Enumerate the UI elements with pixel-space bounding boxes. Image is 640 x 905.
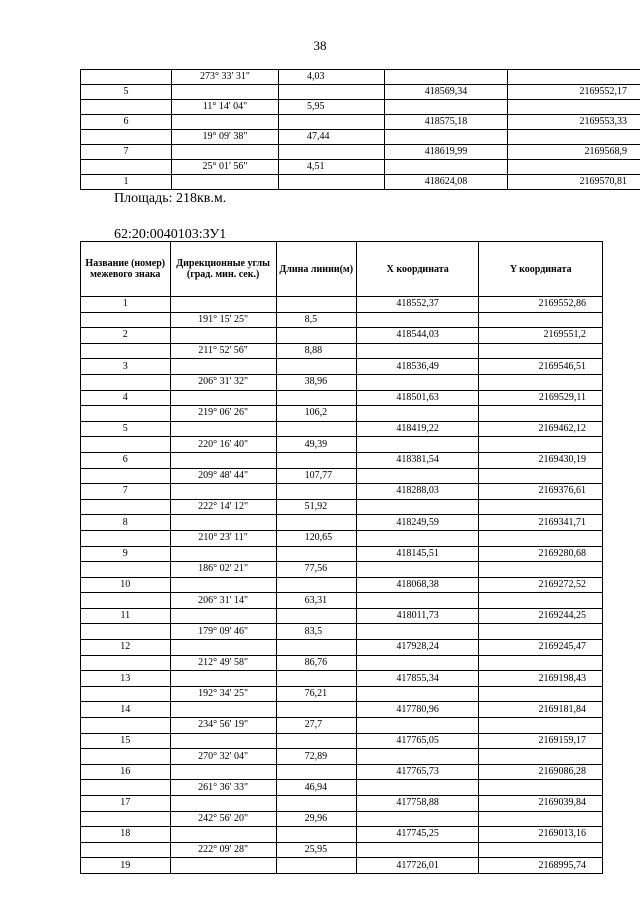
cell-x: 417780,96 xyxy=(356,702,479,718)
cell-length xyxy=(276,328,356,344)
cell-y: 2169280,68 xyxy=(479,546,603,562)
cell-x xyxy=(356,374,479,390)
cell-x xyxy=(356,842,479,858)
cell-angle: 19° 09' 38" xyxy=(172,130,279,145)
table-row xyxy=(81,343,603,359)
cell-x xyxy=(356,624,479,640)
cell-y xyxy=(508,100,640,115)
cell-angle: 11° 14' 04" xyxy=(172,100,279,115)
cell-y xyxy=(479,437,603,453)
cell-x: 417765,73 xyxy=(356,764,479,780)
table-row xyxy=(81,421,603,437)
table-row xyxy=(81,842,603,858)
cell-y xyxy=(479,811,603,827)
cell-x: 418381,54 xyxy=(356,452,479,468)
cell-length xyxy=(276,452,356,468)
cell-x: 418544,03 xyxy=(356,328,479,344)
cell-y: 2169570,81 xyxy=(508,175,640,190)
cell-name xyxy=(81,530,171,546)
page-number: 38 xyxy=(313,38,327,53)
cell-length xyxy=(276,733,356,749)
cell-x xyxy=(385,130,508,145)
cell-name: 3 xyxy=(81,359,171,375)
cell-name xyxy=(81,624,171,640)
cell-x xyxy=(356,593,479,609)
cell-length: 51,92 xyxy=(276,499,356,515)
cell-angle: 191° 15' 25" xyxy=(170,312,276,328)
cell-angle: 219° 06' 26" xyxy=(170,406,276,422)
cell-y xyxy=(479,686,603,702)
cell-y: 2168995,74 xyxy=(479,858,603,874)
table-row xyxy=(81,359,603,375)
cell-angle: 270° 32' 04" xyxy=(170,749,276,765)
cell-angle xyxy=(170,359,276,375)
cell-name xyxy=(81,811,171,827)
cell-angle xyxy=(170,827,276,843)
cell-x xyxy=(356,562,479,578)
cell-name xyxy=(81,406,171,422)
table-row xyxy=(81,780,603,796)
cell-length xyxy=(276,608,356,624)
cell-x xyxy=(356,343,479,359)
table-row xyxy=(81,297,603,313)
cell-name: 10 xyxy=(81,577,171,593)
cell-x xyxy=(356,437,479,453)
cell-x xyxy=(385,70,508,85)
cell-length: 120,65 xyxy=(276,530,356,546)
cell-y xyxy=(479,406,603,422)
table-row xyxy=(81,733,603,749)
cell-angle: 192° 34' 25" xyxy=(170,686,276,702)
table-row xyxy=(81,175,640,190)
table-row xyxy=(81,515,603,531)
cell-y: 2169376,61 xyxy=(479,484,603,500)
cell-length xyxy=(279,85,385,100)
cell-angle: 242° 56' 20" xyxy=(170,811,276,827)
cell-angle: 222° 09' 28" xyxy=(170,842,276,858)
cell-length: 5,95 xyxy=(279,100,385,115)
cell-length: 72,89 xyxy=(276,749,356,765)
cell-y: 2169551,2 xyxy=(479,328,603,344)
cell-x xyxy=(356,468,479,484)
cell-name xyxy=(81,593,171,609)
cell-x: 417726,01 xyxy=(356,858,479,874)
cell-angle xyxy=(170,640,276,656)
table-row xyxy=(81,160,640,175)
cell-y xyxy=(508,160,640,175)
cell-name: 14 xyxy=(81,702,171,718)
cell-length: 86,76 xyxy=(276,655,356,671)
cell-y: 2169430,19 xyxy=(479,452,603,468)
cell-name: 11 xyxy=(81,608,171,624)
cell-length xyxy=(276,827,356,843)
table-row xyxy=(81,640,603,656)
cell-angle xyxy=(170,484,276,500)
table-row xyxy=(81,858,603,874)
cell-y xyxy=(479,312,603,328)
cell-name: 5 xyxy=(81,85,172,100)
cell-angle xyxy=(170,702,276,718)
cell-y xyxy=(479,655,603,671)
cell-y: 2169341,71 xyxy=(479,515,603,531)
cell-name: 1 xyxy=(81,175,172,190)
cell-angle: 210° 23' 11" xyxy=(170,530,276,546)
cell-length: 29,96 xyxy=(276,811,356,827)
cell-angle xyxy=(170,421,276,437)
cell-name xyxy=(81,562,171,578)
header-angle: Дирекционные углы (град. мин. сек.) xyxy=(170,242,276,297)
table-row xyxy=(81,115,640,130)
cell-length: 4,51 xyxy=(279,160,385,175)
table-row xyxy=(81,328,603,344)
cell-y: 2169552,17 xyxy=(508,85,640,100)
cell-y xyxy=(479,780,603,796)
cell-x: 417765,05 xyxy=(356,733,479,749)
table-row xyxy=(81,468,603,484)
cell-length xyxy=(276,577,356,593)
cell-angle xyxy=(170,390,276,406)
header-x: X координата xyxy=(356,242,479,297)
cell-x xyxy=(356,406,479,422)
cell-length xyxy=(276,796,356,812)
cell-angle xyxy=(172,115,279,130)
cell-angle xyxy=(170,608,276,624)
cell-angle: 25° 01' 56" xyxy=(172,160,279,175)
table-row xyxy=(81,749,603,765)
cell-length: 76,21 xyxy=(276,686,356,702)
cell-length: 8,88 xyxy=(276,343,356,359)
table-row xyxy=(81,499,603,515)
cell-name xyxy=(81,499,171,515)
table-row xyxy=(81,702,603,718)
cell-name xyxy=(81,312,171,328)
cell-x: 418288,03 xyxy=(356,484,479,500)
cell-angle: 261° 36' 33" xyxy=(170,780,276,796)
cell-angle: 220° 16' 40" xyxy=(170,437,276,453)
cell-angle xyxy=(172,145,279,160)
cell-y: 2169086,28 xyxy=(479,764,603,780)
table-row xyxy=(81,312,603,328)
cell-x xyxy=(356,312,479,328)
cell-name: 9 xyxy=(81,546,171,562)
cell-length: 4,03 xyxy=(279,70,385,85)
cell-length xyxy=(276,297,356,313)
cell-x: 418068,38 xyxy=(356,577,479,593)
table-row xyxy=(81,827,603,843)
cell-x xyxy=(356,686,479,702)
cell-angle xyxy=(170,764,276,780)
parcel-id: 62:20:0040103:ЗУ1 xyxy=(114,227,227,242)
cell-length: 25,95 xyxy=(276,842,356,858)
cell-x xyxy=(356,499,479,515)
cell-y xyxy=(479,842,603,858)
table-row xyxy=(81,671,603,687)
cell-x: 418552,37 xyxy=(356,297,479,313)
table-row xyxy=(81,530,603,546)
cell-name xyxy=(81,130,172,145)
table-row xyxy=(81,374,603,390)
cell-name xyxy=(81,686,171,702)
cell-name: 2 xyxy=(81,328,171,344)
cell-y xyxy=(508,130,640,145)
cell-y xyxy=(508,70,640,85)
cell-name: 7 xyxy=(81,145,172,160)
cell-angle xyxy=(170,733,276,749)
table-row xyxy=(81,624,603,640)
cell-angle: 222° 14' 12" xyxy=(170,499,276,515)
cell-x: 417745,25 xyxy=(356,827,479,843)
cell-angle: 179° 09' 46" xyxy=(170,624,276,640)
table-row xyxy=(81,145,640,160)
cell-length xyxy=(276,515,356,531)
cell-x xyxy=(385,100,508,115)
cell-name xyxy=(81,100,172,115)
cell-y: 2169039,84 xyxy=(479,796,603,812)
cell-name: 15 xyxy=(81,733,171,749)
table-row xyxy=(81,546,603,562)
cell-length: 107,77 xyxy=(276,468,356,484)
cell-length: 83,5 xyxy=(276,624,356,640)
cell-name: 5 xyxy=(81,421,171,437)
cell-y xyxy=(479,499,603,515)
cell-angle: 206° 31' 32" xyxy=(170,374,276,390)
cell-name: 17 xyxy=(81,796,171,812)
cell-x: 417758,88 xyxy=(356,796,479,812)
cell-length: 27,7 xyxy=(276,718,356,734)
coordinates-table-continued xyxy=(80,69,640,190)
cell-y xyxy=(479,593,603,609)
table-row xyxy=(81,390,603,406)
cell-length: 38,96 xyxy=(276,374,356,390)
cell-length: 63,31 xyxy=(276,593,356,609)
cell-name xyxy=(81,437,171,453)
table-row xyxy=(81,608,603,624)
cell-y: 2169244,25 xyxy=(479,608,603,624)
cell-length xyxy=(276,421,356,437)
table-row xyxy=(81,562,603,578)
cell-y xyxy=(479,468,603,484)
cell-length: 8,5 xyxy=(276,312,356,328)
cell-x: 418624,08 xyxy=(385,175,508,190)
cell-name: 1 xyxy=(81,297,171,313)
cell-angle: 212° 49' 58" xyxy=(170,655,276,671)
table-row xyxy=(81,85,640,100)
cell-x xyxy=(356,530,479,546)
table-row xyxy=(81,577,603,593)
cell-length xyxy=(276,858,356,874)
header-name: Название (номер) межевого знака xyxy=(81,242,171,297)
cell-x: 418249,59 xyxy=(356,515,479,531)
table-row xyxy=(81,130,640,145)
cell-length xyxy=(276,702,356,718)
cell-angle xyxy=(172,85,279,100)
cell-name: 16 xyxy=(81,764,171,780)
cell-name xyxy=(81,160,172,175)
cell-y: 2169552,86 xyxy=(479,297,603,313)
cell-y xyxy=(479,718,603,734)
cell-length: 46,94 xyxy=(276,780,356,796)
cell-x: 417928,24 xyxy=(356,640,479,656)
cell-angle xyxy=(170,515,276,531)
cell-angle: 209° 48' 44" xyxy=(170,468,276,484)
cell-y: 2169181,84 xyxy=(479,702,603,718)
cell-name: 8 xyxy=(81,515,171,531)
cell-name xyxy=(81,343,171,359)
cell-y: 2169462,12 xyxy=(479,421,603,437)
cell-angle xyxy=(170,796,276,812)
table-row xyxy=(81,437,603,453)
table-row xyxy=(81,764,603,780)
cell-length xyxy=(279,145,385,160)
cell-x: 418569,34 xyxy=(385,85,508,100)
cell-name xyxy=(81,70,172,85)
cell-x: 418419,22 xyxy=(356,421,479,437)
cell-length xyxy=(276,390,356,406)
header-length: Длина линии(м) xyxy=(276,242,356,297)
cell-name: 6 xyxy=(81,452,171,468)
cell-name: 7 xyxy=(81,484,171,500)
cell-name xyxy=(81,718,171,734)
area-label: Площадь: 218кв.м. xyxy=(114,191,227,206)
cell-y xyxy=(479,749,603,765)
cell-length xyxy=(276,640,356,656)
cell-y: 2169013,16 xyxy=(479,827,603,843)
cell-x xyxy=(356,811,479,827)
cell-length: 77,56 xyxy=(276,562,356,578)
cell-y xyxy=(479,530,603,546)
cell-length xyxy=(276,764,356,780)
cell-length: 106,2 xyxy=(276,406,356,422)
table-row xyxy=(81,718,603,734)
cell-angle: 273° 33' 31" xyxy=(172,70,279,85)
cell-x: 417855,34 xyxy=(356,671,479,687)
cell-angle xyxy=(172,175,279,190)
cell-name: 12 xyxy=(81,640,171,656)
table-row xyxy=(81,686,603,702)
table-row xyxy=(81,452,603,468)
cell-name: 4 xyxy=(81,390,171,406)
cell-x xyxy=(385,160,508,175)
cell-x xyxy=(356,749,479,765)
cell-y: 2169159,17 xyxy=(479,733,603,749)
cell-y: 2169553,33 xyxy=(508,115,640,130)
table-row xyxy=(81,100,640,115)
cell-length xyxy=(279,115,385,130)
cell-name xyxy=(81,655,171,671)
cell-length xyxy=(276,484,356,500)
cell-x xyxy=(356,655,479,671)
cell-y xyxy=(479,624,603,640)
cell-angle: 186° 02' 21" xyxy=(170,562,276,578)
cell-angle xyxy=(170,328,276,344)
cell-x: 418575,18 xyxy=(385,115,508,130)
cell-x xyxy=(356,718,479,734)
cell-angle xyxy=(170,452,276,468)
cell-name xyxy=(81,780,171,796)
cell-y xyxy=(479,562,603,578)
cell-length xyxy=(276,671,356,687)
cell-y: 2169568,9 xyxy=(508,145,640,160)
cell-angle xyxy=(170,671,276,687)
cell-length xyxy=(279,175,385,190)
cell-name xyxy=(81,468,171,484)
cell-angle xyxy=(170,577,276,593)
cell-name xyxy=(81,842,171,858)
cell-y: 2169245,47 xyxy=(479,640,603,656)
coordinates-table xyxy=(80,241,603,874)
cell-name: 18 xyxy=(81,827,171,843)
cell-x: 418536,49 xyxy=(356,359,479,375)
cell-x: 418011,73 xyxy=(356,608,479,624)
cell-length xyxy=(276,546,356,562)
cell-x: 418501,63 xyxy=(356,390,479,406)
cell-angle: 234° 56' 19" xyxy=(170,718,276,734)
cell-name: 6 xyxy=(81,115,172,130)
cell-name xyxy=(81,749,171,765)
cell-angle xyxy=(170,546,276,562)
cell-y: 2169546,51 xyxy=(479,359,603,375)
table-row xyxy=(81,593,603,609)
cell-angle xyxy=(170,858,276,874)
cell-y xyxy=(479,343,603,359)
cell-x: 418145,51 xyxy=(356,546,479,562)
cell-angle: 211° 52' 56" xyxy=(170,343,276,359)
cell-angle: 206° 31' 14" xyxy=(170,593,276,609)
cell-name xyxy=(81,374,171,390)
cell-x xyxy=(356,780,479,796)
cell-name: 13 xyxy=(81,671,171,687)
cell-x: 418619,99 xyxy=(385,145,508,160)
cell-y: 2169529,11 xyxy=(479,390,603,406)
cell-angle xyxy=(170,297,276,313)
cell-length: 47,44 xyxy=(279,130,385,145)
header-y: Y координата xyxy=(479,242,603,297)
table-row xyxy=(81,70,640,85)
table-row xyxy=(81,811,603,827)
table-row xyxy=(81,484,603,500)
cell-y xyxy=(479,374,603,390)
table-row xyxy=(81,655,603,671)
cell-y: 2169198,43 xyxy=(479,671,603,687)
table-header-row xyxy=(81,242,603,297)
table-row xyxy=(81,796,603,812)
cell-length xyxy=(276,359,356,375)
cell-name: 19 xyxy=(81,858,171,874)
cell-length: 49,39 xyxy=(276,437,356,453)
cell-y: 2169272,52 xyxy=(479,577,603,593)
table-row xyxy=(81,406,603,422)
